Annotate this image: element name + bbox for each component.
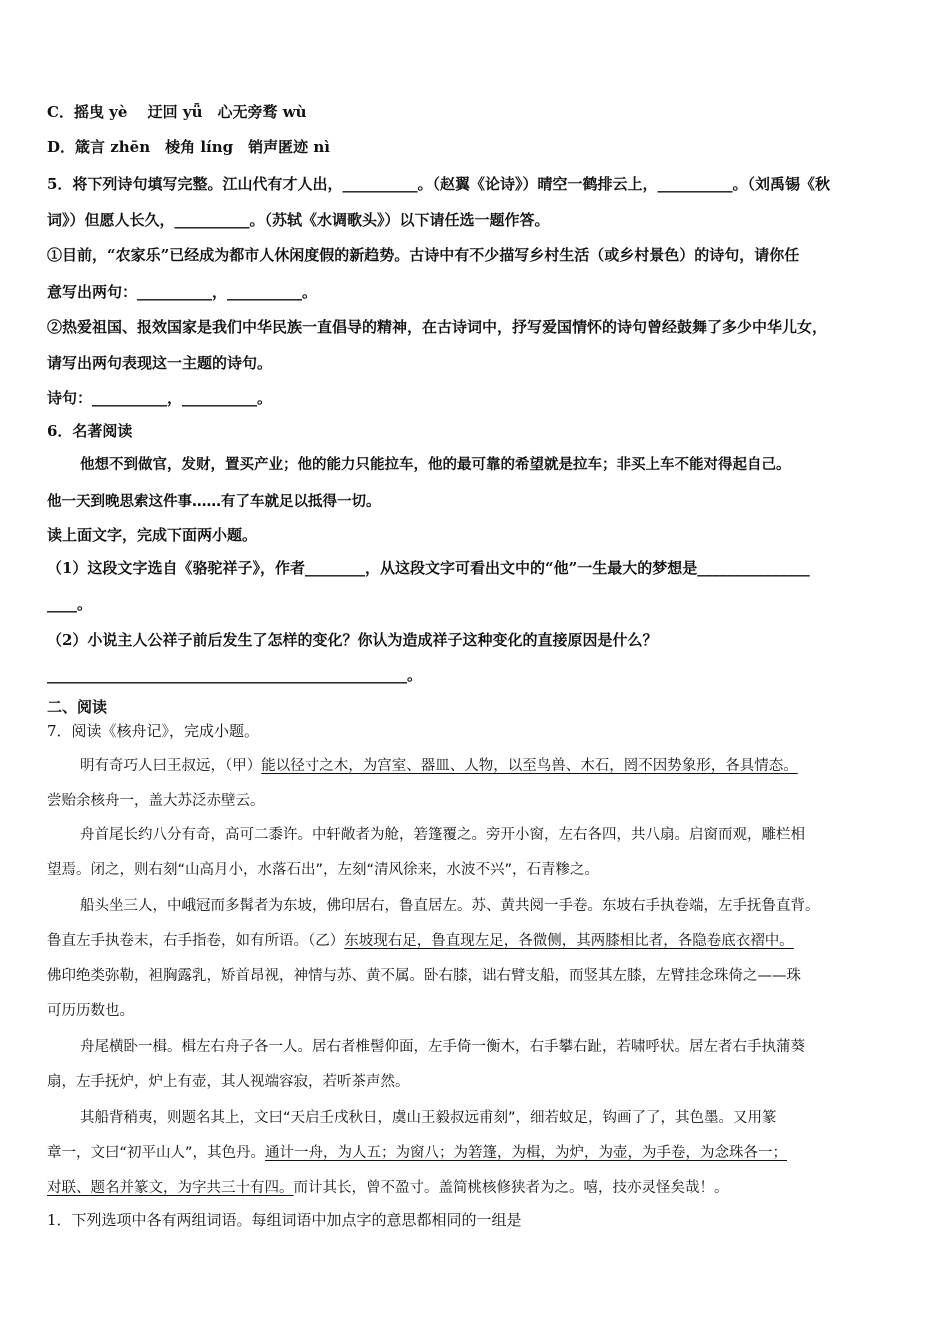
q5-poem-answer: 诗句：__________，__________。 <box>47 389 273 407</box>
q6-sub2-line-1: （2）小说主人公祥子前后发生了怎样的变化？你认为造成祥子这种变化的直接原因是什么？ <box>47 631 658 649</box>
passage-p1-line-1 <box>47 755 798 777</box>
q5-line-1: 5．将下列诗句填写完整。江山代有才人出，__________。（赵翼《论诗》）晴空一鹤排云上，__________。（刘禹锡《秋 <box>47 175 830 193</box>
passage-p5-line-3 <box>47 1177 729 1199</box>
passage-p3-line-3: 佛印绝类弥勒，袒胸露乳，矫首昂视，神情与苏、黄不属。卧右膝，诎右臂支船，而竖其左膝，左臂挂念珠倚之——珠 <box>47 968 801 984</box>
passage-p3-line-4: 可历历数也。 <box>47 1003 134 1019</box>
passage-p4-line-2: 扇，左手抚炉，炉上有壶，其人视端容寂，若听茶声然。 <box>47 1074 410 1090</box>
passage-p2-line-2: 望焉。闭之，则右刻“山高月小，水落石出”，左刻“清风徐来，水波不兴”，石青糁之。 <box>47 862 600 878</box>
passage-p3-underlined: 东坡现右足，鲁直现左足，各微侧，其两膝相比者，各隐卷底衣褶中。 <box>344 933 794 949</box>
option-c: C．摇曳 yè 迂回 yǖ 心无旁骛 wù <box>47 103 307 121</box>
passage-p5-line-1: 其船背稍夷，则题名其上，文曰“天启壬戌秋日，虞山王毅叔远甫刻”，细若蚊足，钩画了了，其色墨。又用篆 <box>80 1110 777 1126</box>
q6-sub2-answer-line: ________________________________________________。 <box>47 666 423 684</box>
passage-p5-underlined: 通计一舟，为人五；为窗八；为箬篷，为楫，为炉，为壶，为手卷，为念珠各一； <box>265 1145 788 1161</box>
q5-option2-line-1: ②热爱祖国、报效国家是我们中华民族一直倡导的精神，在古诗词中，抒写爱国情怀的诗句曾经鼓舞了多少中华儿女， <box>47 318 828 336</box>
section-2-title: 二、阅读 <box>47 698 108 716</box>
q5-option1-line-2: 意写出两句：__________，__________。 <box>47 283 318 301</box>
passage-p5-line-2 <box>47 1142 787 1164</box>
q5-line-2: 词》）但愿人长久，__________。（苏轼《水调歌头》）以下请任选一题作答。 <box>47 211 550 229</box>
q7-title: 7．阅读《核舟记》，完成小题。 <box>47 722 260 740</box>
q6-sub1-line-2: ____。 <box>47 595 93 613</box>
passage-p5-prefix: 章一，文曰“初平山人”，其色丹。 <box>47 1145 266 1161</box>
passage-p1-line-2: 尝贻余核舟一，盖大苏泛赤壁云。 <box>47 793 265 809</box>
q1-text: 1．下列选项中各有两组词语。每组词语中加点字的意思都相同的一组是 <box>47 1211 522 1229</box>
q6-title: 6．名著阅读 <box>47 422 133 440</box>
q5-option1-line-1: ①目前，“农家乐”已经成为都市人休闲度假的新趋势。古诗中有不少描写乡村生活（或乡村景色）的诗句，请你任 <box>47 246 800 264</box>
passage-p2-line-1: 舟首尾长约八分有奇，高可二黍许。中轩敞者为舱，箬篷覆之。旁开小窗，左右各四，共八扇。启窗而观，雕栏相 <box>80 827 805 843</box>
q6-instruction: 读上面文字，完成下面两小题。 <box>47 526 258 544</box>
passage-p1-underlined: 能以径寸之木，为宫室、器皿、人物，以至鸟兽、木石，罔不因势象形，各具情态。 <box>261 758 798 774</box>
option-d: D．箴言 zhēn 棱角 líng 销声匿迹 nì <box>47 138 330 156</box>
passage-p4-line-1: 舟尾横卧一楫。楫左右舟子各一人。居右者椎髻仰面，左手倚一衡木，右手攀右趾，若啸呼状。居左者右手执蒲葵 <box>80 1039 805 1055</box>
passage-p3-prefix: 鲁直左手执卷末，右手指卷，如有所语。（乙） <box>47 933 345 949</box>
q5-option2-line-2: 请写出两句表现这一主题的诗句。 <box>47 354 273 372</box>
passage-p5-suffix: 而计其长，曾不盈寸。盖简桃核修狭者为之。嘻，技亦灵怪矣哉！。 <box>293 1180 729 1196</box>
q6-quote-line-1: 他想不到做官，发财，置买产业；他的能力只能拉车，他的最可靠的希望就是拉车；非买上车不能对得起自己。 <box>80 457 791 473</box>
q6-quote-line-2: 他一天到晚思索这件事……有了车就足以抵得一切。 <box>47 494 381 510</box>
passage-p3-line-1: 船头坐三人，中峨冠而多髯者为东坡，佛印居右，鲁直居左。苏、黄共阅一手卷。东坡右手执卷端，左手抚鲁直背。 <box>80 898 820 914</box>
passage-p5-underlined-2: 对联、题名并篆文，为字共三十有四。 <box>47 1180 294 1196</box>
q6-sub1-line-1: （1）这段文字选自《骆驼祥子》，作者________，从这段文字可看出文中的“他”一生最大的梦想是_______________ <box>47 559 810 577</box>
passage-p1-prefix: 明有奇巧人曰王叔远，（甲） <box>80 758 262 774</box>
passage-p3-line-2 <box>47 930 794 952</box>
